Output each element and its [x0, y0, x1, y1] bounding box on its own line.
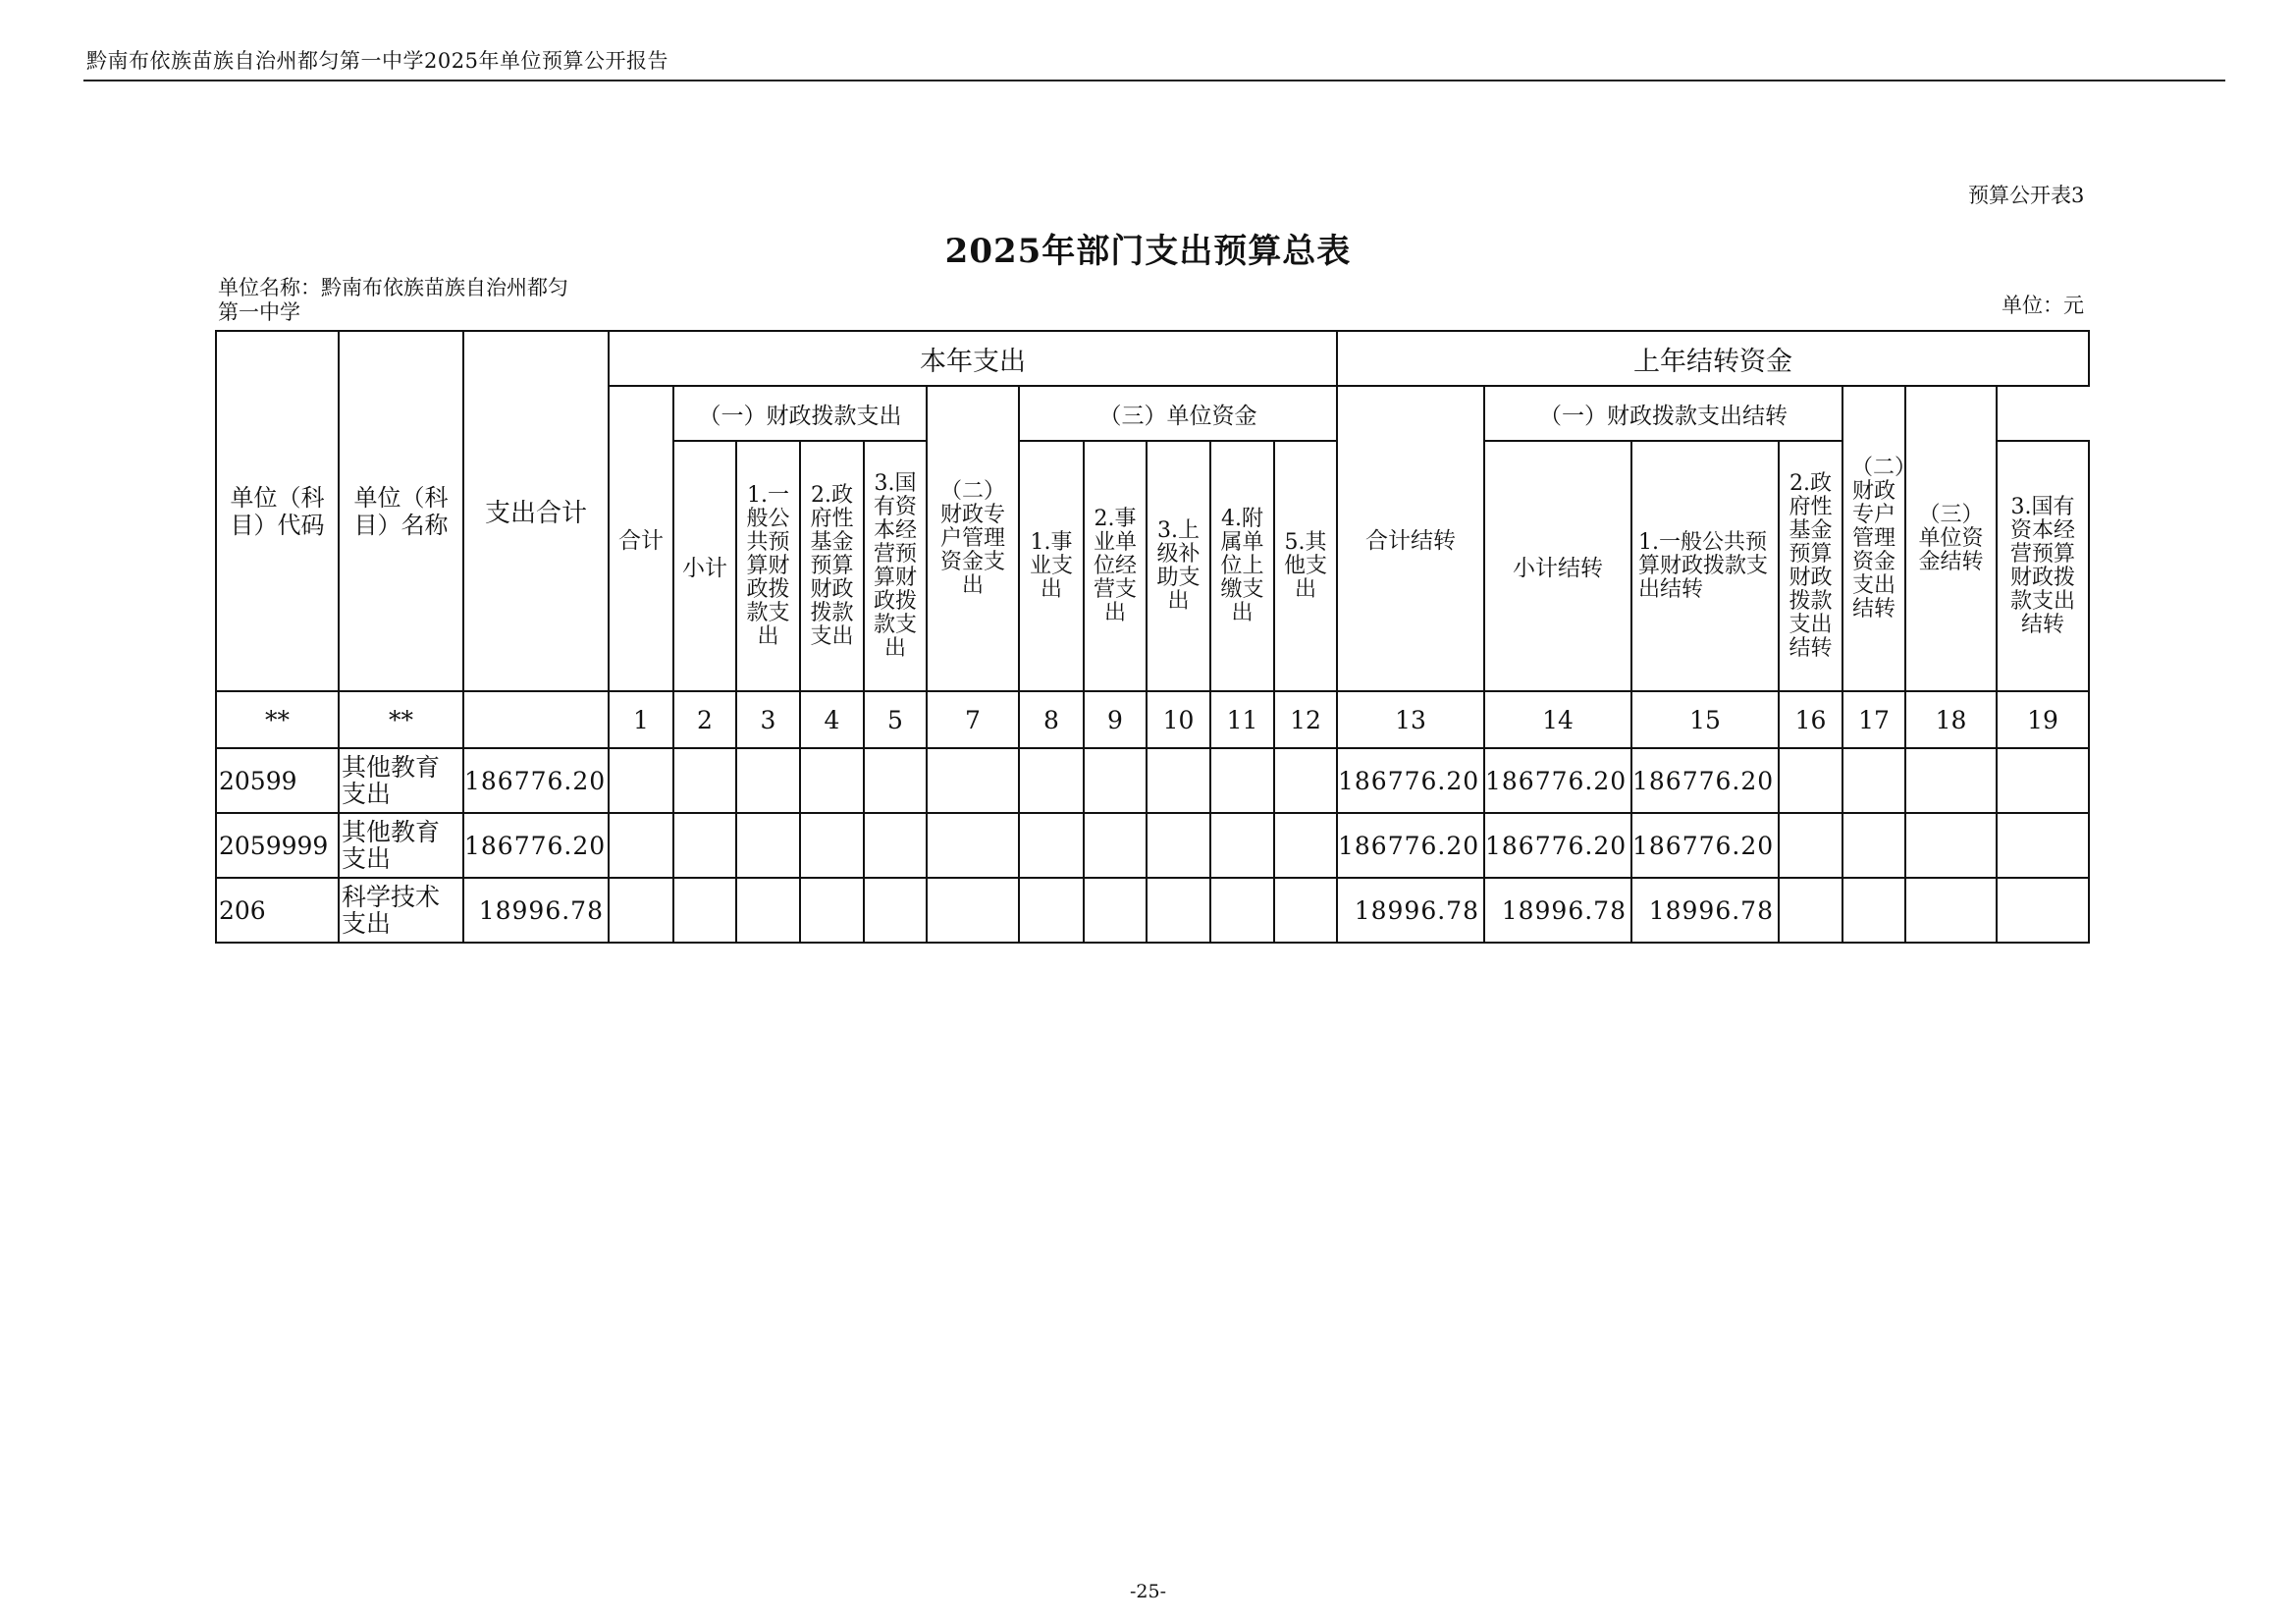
amount-cell	[1842, 813, 1905, 878]
amount-cell	[1842, 748, 1905, 813]
amount-cell	[1274, 748, 1337, 813]
index-cell: 18	[1905, 691, 1997, 748]
col-header-co-special: （二）财政专户管理资金支出结转	[1842, 386, 1905, 691]
group-header-cy-unit: （三）单位资金	[1019, 386, 1337, 441]
amount-cell	[1779, 878, 1842, 943]
col-header-co-general: 1.一般公共预算财政拨款支出结转	[1631, 441, 1779, 691]
col-header-cy-gov-fund: 2.政府性基金预算财政拨款支出	[800, 441, 864, 691]
unit-name: 单位名称：黔南布依族苗族自治州都匀 第一中学	[218, 276, 568, 324]
index-cell: 3	[736, 691, 800, 748]
col-header-cy-subsidy: 3.上级补助支出	[1147, 441, 1210, 691]
col-header-co-state-capital: 3.国有资本经营预算财政拨款支出结转	[1997, 441, 2089, 691]
index-cell: 5	[864, 691, 927, 748]
index-cell	[463, 691, 609, 748]
col-header-co-unit: （三）单位资金结转	[1905, 386, 1997, 691]
index-cell: 19	[1997, 691, 2089, 748]
row-name: 科学技术支出	[339, 878, 463, 943]
page-title: 2025年部门支出预算总表	[944, 232, 1352, 271]
running-header: 黔南布依族苗族自治州都匀第一中学2025年单位预算公开报告	[86, 49, 668, 73]
row-code: 2059999	[216, 813, 339, 878]
amount-cell	[673, 878, 736, 943]
amount-cell	[609, 748, 673, 813]
index-cell: 8	[1019, 691, 1084, 748]
amount-cell	[927, 748, 1019, 813]
amount-cell	[1274, 878, 1337, 943]
amount-cell: 186776.20	[1337, 748, 1484, 813]
amount-cell	[1019, 748, 1084, 813]
index-cell: 17	[1842, 691, 1905, 748]
col-header-code: 单位（科目）代码	[216, 331, 339, 691]
amount-cell: 18996.78	[1631, 878, 1779, 943]
index-cell: 12	[1274, 691, 1337, 748]
amount-cell	[609, 878, 673, 943]
index-cell: 13	[1337, 691, 1484, 748]
group-header-cy-fiscal: （一）财政拨款支出	[673, 386, 927, 441]
amount-cell	[864, 813, 927, 878]
amount-cell	[1210, 813, 1274, 878]
index-cell: 2	[673, 691, 736, 748]
col-header-cy-state-capital: 3.国有资本经营预算财政拨款支出	[864, 441, 927, 691]
index-cell: **	[216, 691, 339, 748]
amount-cell	[673, 813, 736, 878]
amount-cell: 186776.20	[463, 748, 609, 813]
col-header-cy-operating: 2.事业单位经营支出	[1084, 441, 1147, 691]
col-header-co-sum: 合计结转	[1337, 386, 1484, 691]
amount-cell	[1779, 748, 1842, 813]
amount-cell	[1997, 813, 2089, 878]
index-cell: 14	[1484, 691, 1631, 748]
amount-cell	[1084, 748, 1147, 813]
table-row	[216, 748, 2089, 813]
amount-cell	[1084, 813, 1147, 878]
table-row	[216, 878, 2089, 943]
row-name: 其他教育支出	[339, 748, 463, 813]
group-header-co-fiscal: （一）财政拨款支出结转	[1484, 386, 1842, 441]
amount-cell	[864, 748, 927, 813]
amount-cell: 186776.20	[1631, 813, 1779, 878]
amount-cell	[800, 748, 864, 813]
col-header-total: 支出合计	[463, 331, 609, 691]
amount-cell	[864, 878, 927, 943]
index-cell: 4	[800, 691, 864, 748]
index-cell: 1	[609, 691, 673, 748]
index-cell: 16	[1779, 691, 1842, 748]
col-header-co-gov-fund: 2.政府性基金预算财政拨款支出结转	[1779, 441, 1842, 691]
amount-cell	[1210, 748, 1274, 813]
amount-cell	[1905, 748, 1997, 813]
unit-of-measure: 单位：元	[2002, 294, 2084, 317]
amount-cell: 18996.78	[1484, 878, 1631, 943]
amount-cell	[1905, 813, 1997, 878]
amount-cell	[927, 813, 1019, 878]
group-header-carryover: 上年结转资金	[1337, 331, 2089, 386]
row-code: 20599	[216, 748, 339, 813]
amount-cell	[1147, 813, 1210, 878]
col-header-cy-business: 1.事业支出	[1019, 441, 1084, 691]
amount-cell: 18996.78	[463, 878, 609, 943]
page-number: -25-	[1129, 1581, 1167, 1602]
amount-cell: 186776.20	[463, 813, 609, 878]
table-row	[216, 813, 2089, 878]
amount-cell	[1210, 878, 1274, 943]
header-rule	[83, 80, 2225, 81]
amount-cell	[800, 878, 864, 943]
col-header-co-subtotal: 小计结转	[1484, 441, 1631, 691]
index-cell: 11	[1210, 691, 1274, 748]
table-number: 预算公开表3	[1968, 184, 2085, 207]
amount-cell: 186776.20	[1631, 748, 1779, 813]
index-cell: 9	[1084, 691, 1147, 748]
amount-cell	[800, 813, 864, 878]
amount-cell	[673, 748, 736, 813]
amount-cell	[1997, 878, 2089, 943]
col-header-cy-subtotal: 小计	[673, 441, 736, 691]
budget-table	[215, 330, 2090, 944]
col-header-cy-general: 1.一般公共预算财政拨款支出	[736, 441, 800, 691]
index-cell: 15	[1631, 691, 1779, 748]
amount-cell: 186776.20	[1337, 813, 1484, 878]
amount-cell	[1019, 813, 1084, 878]
index-cell: **	[339, 691, 463, 748]
amount-cell	[927, 878, 1019, 943]
amount-cell	[1997, 748, 2089, 813]
col-header-cy-special: （二）财政专户管理资金支出	[927, 386, 1019, 691]
amount-cell	[1842, 878, 1905, 943]
row-name: 其他教育支出	[339, 813, 463, 878]
amount-cell	[1905, 878, 1997, 943]
amount-cell	[736, 813, 800, 878]
row-code: 206	[216, 878, 339, 943]
amount-cell	[1084, 878, 1147, 943]
group-header-current-year: 本年支出	[609, 331, 1337, 386]
col-header-cy-affiliated: 4.附属单位上缴支出	[1210, 441, 1274, 691]
amount-cell	[1019, 878, 1084, 943]
amount-cell	[1779, 813, 1842, 878]
amount-cell	[1147, 878, 1210, 943]
amount-cell	[1274, 813, 1337, 878]
amount-cell	[609, 813, 673, 878]
amount-cell: 186776.20	[1484, 813, 1631, 878]
col-header-cy-other: 5.其他支出	[1274, 441, 1337, 691]
col-header-cy-sum: 合计	[609, 386, 673, 691]
col-header-name: 单位（科目）名称	[339, 331, 463, 691]
amount-cell	[736, 748, 800, 813]
amount-cell: 18996.78	[1337, 878, 1484, 943]
index-cell: 10	[1147, 691, 1210, 748]
index-cell: 7	[927, 691, 1019, 748]
amount-cell	[1147, 748, 1210, 813]
amount-cell: 186776.20	[1484, 748, 1631, 813]
index-row	[216, 691, 2089, 748]
amount-cell	[736, 878, 800, 943]
